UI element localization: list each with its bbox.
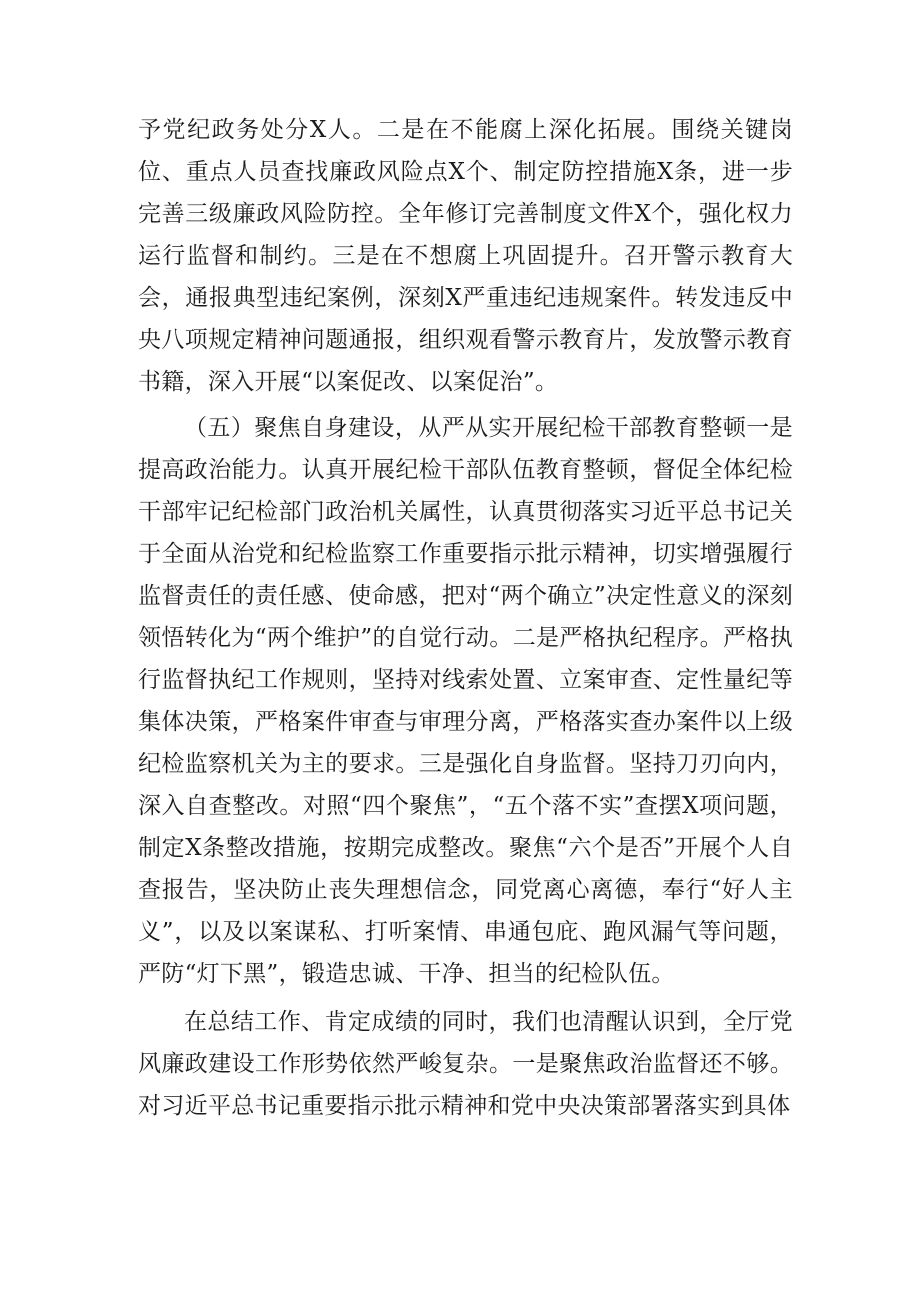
document-body (138, 109, 793, 1127)
paragraph-self-building: （五）聚焦自身建设，从严从实开展纪检干部教育整顿一是提高政治能力。认真开展纪检干部队伍教育整顿，督促全体纪检干部牢记纪检部门政治机关属性，认真贯彻落实习近平总书记关于全面从治党和纪检监察工作重要指示批示精神，切实增强履行监督责任的责任感、使命感，把对“两个确立”决定性意义的深刻领悟转化为“两个维护”的自觉行动。二是严格执纪程序。严格执行监督执纪工作规则，坚持对线索处置、立案审查、定性量纪等集体决策，严格案件审查与审理分离，严格落实查办案件以上级纪检监察机关为主的要求。三是强化自身监督。坚持刀刃向内，深入自查整改。对照“四个聚焦”，“五个落不实”查摆X项问题，制定X条整改措施，按期完成整改。聚焦“六个是否”开展个人自查报告，坚决防止丧失理想信念，同党离心离德，奉行“好人主义”，以及以案谋私、打听案情、串通包庇、跑风漏气等问题，严防“灯下黑”，锻造忠诚、干净、担当的纪检队伍。 (138, 415, 793, 987)
paragraph-summary: 在总结工作、肯定成绩的同时，我们也清醒认识到，全厅党风廉政建设工作形势依然严峻复杂。一是聚焦政治监督还不够。对习近平总书记重要指示批示精神和党中央决策部署落实到具体 (138, 1009, 793, 1119)
paragraph-continuation: 予党纪政务处分X人。二是在不能腐上深化拓展。围绕关键岗位、重点人员查找廉政风险点X个、制定防控措施X条，进一步完善三级廉政风险防控。全年修订完善制度文件X个，强化权力运行监督和制约。三是在不想腐上巩固提升。召开警示教育大会，通报典型违纪案例，深刻X严重违纪违规案件。转发违反中央八项规定精神问题通报，组织观看警示教育片，发放警示教育书籍，深入开展“以案促改、以案促治”。 (138, 117, 793, 395)
